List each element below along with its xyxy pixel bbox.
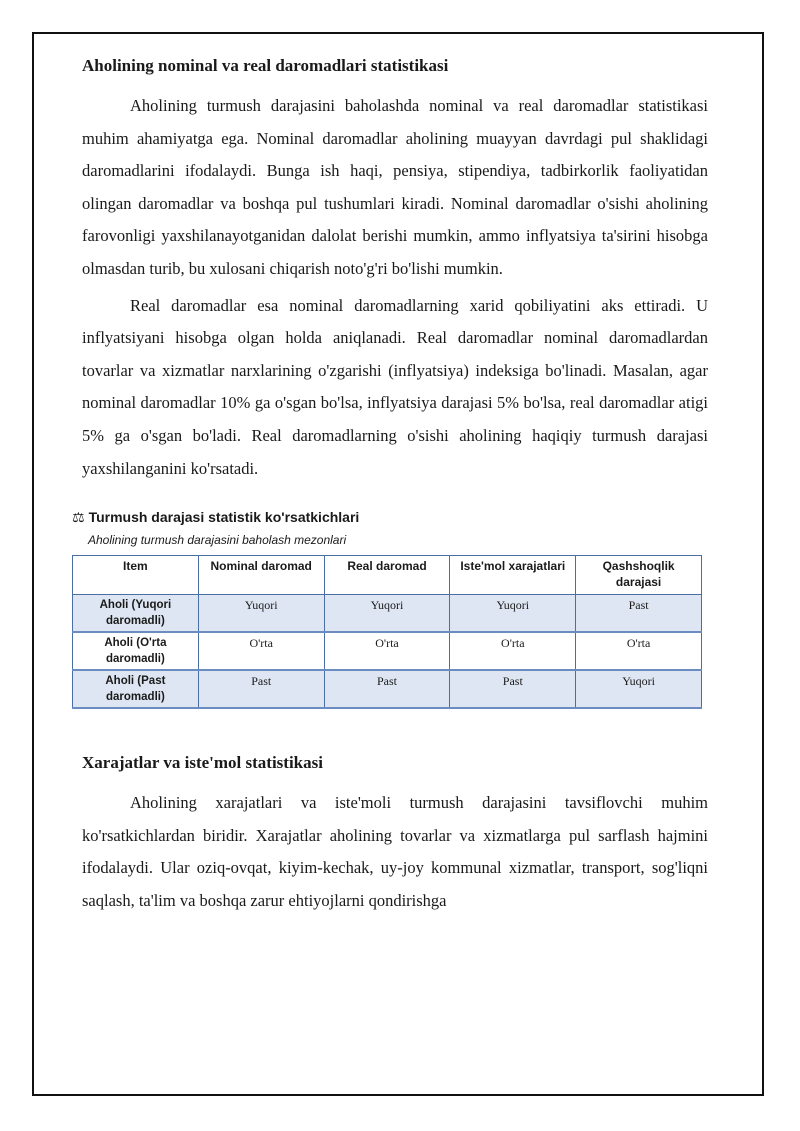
row-label: Aholi (Yuqori daromadli) <box>73 595 199 633</box>
table-cell: O'rta <box>324 632 450 670</box>
paragraph: Aholining xarajatlari va iste'moli turmush darajasini tavsiflovchi muhim ko'rsatkichlardan biridir. Xarajatlar aholining tovarlar va xizmatlarga pul sarflash hajmini ifodalaydi. Ular oziq-ovqat, kiyim-kechak, uy-joy kommunal xizmatlar, transport, sog'liqni saqlash, ta'lim va boshqa zarur ehtiyojlarni qondirishga <box>82 793 708 910</box>
table-title-text: Turmush darajasi statistik ko'rsatkichlari <box>88 509 360 526</box>
document-content <box>72 54 708 922</box>
table-cell: Yuqori <box>450 595 576 633</box>
column-header: Item <box>73 556 199 595</box>
table-row <box>73 632 702 670</box>
column-header: Real daromad <box>324 556 450 595</box>
scale-icon: ⚖ <box>72 509 85 526</box>
table-cell: Yuqori <box>198 595 324 633</box>
row-label: Aholi (O'rta daromadli) <box>73 632 199 670</box>
column-header: Iste'mol xarajatlari <box>450 556 576 595</box>
table-cell: Past <box>576 595 702 633</box>
section-heading: Xarajatlar va iste'mol statistikasi <box>82 753 323 773</box>
column-header: Nominal daromad <box>198 556 324 595</box>
paragraph: Real daromadlar esa nominal daromadlarning xarid qobiliyatini aks ettiradi. U inflyatsiyani hisobga olgan holda aniqlanadi. Real daromadlar nominal daromadlardan tovarlar va xizmatlar narxlarining o'zgarishi (inflyatsiya) indeksiga bo'linadi. Masalan, agar nominal daromadlar 10% ga o'sgan bo'lsa, inflyatsiya darajasi 5% bo'lsa, real daromadlar atigi 5% ga o'sgan bo'ladi. Real daromadlarning o'sishi aholining haqiqiy turmush darajasi yaxshilanganini ko'rsatadi. <box>82 295 708 478</box>
table-cell: Past <box>450 670 576 708</box>
section-2 <box>82 751 708 917</box>
paragraph: Aholining turmush darajasini baholashda nominal va real daromadlar statistikasi muhim ahamiyatga ega. Nominal daromadlar aholining muayyan davrdagi pul shaklidagi daromadlarini ifodalaydi. Bunga ish haqi, pensiya, stipendiya, tadbirkorlik faoliyatidan olingan daromadlar va boshqa pul tushumlari kiradi. Nominal daromadlar o'sishi aholining farovonligi yaxshilanayotganidan dalolat berishi mumkin, ammo inflyatsiya ta'sirini hisobga olmasdan turib, bu xulosani chiqarish noto'g'ri bo'lishi mumkin. <box>82 96 708 278</box>
table-row <box>73 670 702 708</box>
table-title <box>72 507 708 527</box>
table-block <box>72 507 708 709</box>
table-caption: Aholining turmush darajasini baholash mezonlari <box>88 533 347 548</box>
table-cell: Past <box>324 670 450 708</box>
indicators-table <box>72 555 702 709</box>
table-header-row <box>73 556 702 595</box>
column-header: Qashshoqlik darajasi <box>576 556 702 595</box>
section-heading: Aholining nominal va real daromadlari statistikasi <box>82 56 449 75</box>
table-cell: Yuqori <box>324 595 450 633</box>
table-cell: O'rta <box>450 632 576 670</box>
row-label: Aholi (Past daromadli) <box>73 670 199 708</box>
table-cell: Past <box>198 670 324 708</box>
table-row <box>73 595 702 633</box>
table-cell: O'rta <box>576 632 702 670</box>
table-cell: Yuqori <box>576 670 702 708</box>
table-cell: O'rta <box>198 632 324 670</box>
